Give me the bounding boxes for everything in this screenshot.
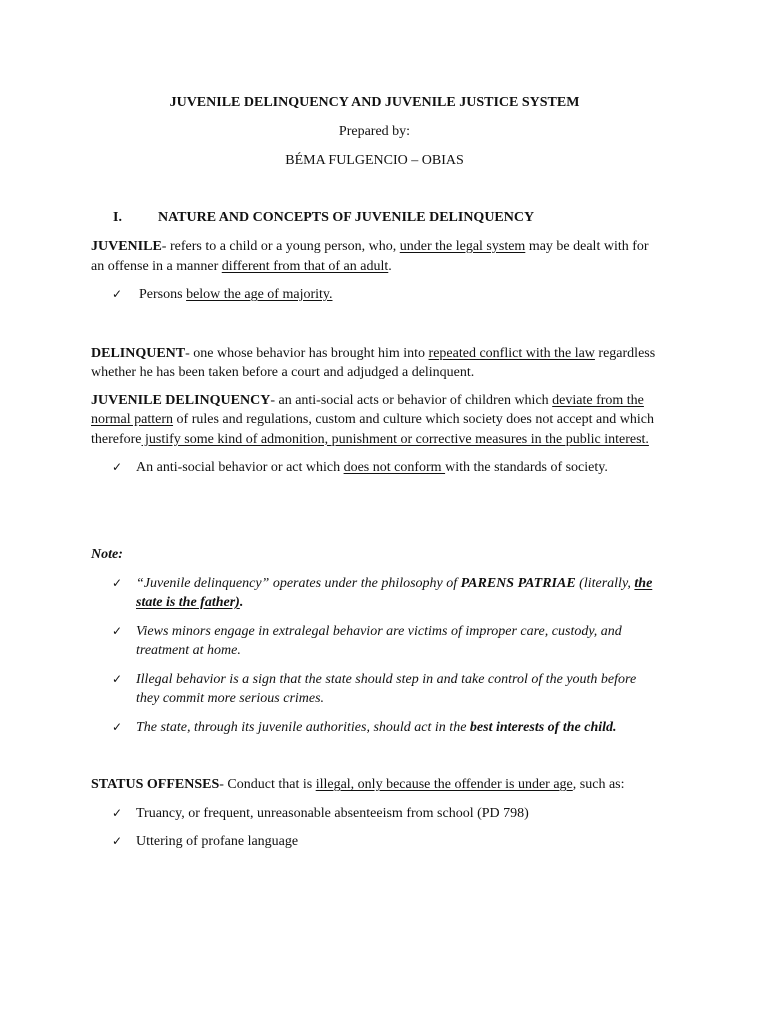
juvenile-term: JUVENILE [91,239,162,254]
juvenile-bullet-underline: below the age of majority. [186,287,333,302]
so-text-2: , such as: [572,777,625,792]
juvenile-text-3: . [388,258,392,274]
note-1-text-2: (literally, [575,575,635,591]
jd-text-2: of rules and regulations, custom and culture which society does not accept and which therefore [91,412,654,447]
juvenile-text-1: - refers to a child or a young person, who, [161,239,400,254]
list-item [91,458,658,478]
checkmark-icon: ✓ [112,671,123,686]
section-number: I. [113,210,122,225]
section-heading [91,208,658,228]
juvenile-text-2: may be dealt with for an offense in a manner [91,239,649,274]
status-offense-item: Truancy, or frequent, unreasonable absenteeism from school (PD 798) [136,805,529,821]
list-item [91,622,658,661]
status-offenses-term: STATUS OFFENSES [91,777,220,792]
checkmark-icon: ✓ [112,460,123,474]
delinquent-underline-1: repeated conflict with the law [428,345,595,361]
note-label: Note: [91,546,123,562]
status-offense-item: Uttering of profane language [136,834,299,849]
document-page [91,93,658,852]
jd-underline-2: justify some kind of admonition, punishment or corrective measures in the public interest. [141,431,649,447]
note-bullets [91,574,658,738]
status-offenses-list [91,804,658,852]
checkmark-icon: ✓ [112,623,123,638]
list-item [91,285,658,305]
list-item [91,804,658,824]
jd-bullet-underline: does not conform [343,460,446,475]
delinquent-text-2: regardless whether he has been taken before a court and adjudged a delinquent. [91,345,656,380]
juvenile-bullets [91,285,658,305]
juvenile-definition [91,237,658,276]
note-4-text-1: The state, through its juvenile authorities, should act in the [136,719,470,735]
checkmark-icon: ✓ [112,575,123,590]
note-1-text-1: “Juvenile delinquency” operates under the philosophy of [136,575,461,591]
status-offenses-definition [91,775,658,795]
checkmark-icon: ✓ [112,805,123,820]
checkmark-icon: ✓ [112,834,123,848]
section-title: NATURE AND CONCEPTS OF JUVENILE DELINQUENCY [158,210,535,225]
list-item [91,574,658,613]
juvenile-delinquency-term: JUVENILE DELINQUENCY [91,392,271,408]
so-text-1: - Conduct that is [219,777,316,792]
delinquent-definition [91,344,658,383]
checkmark-icon: ✓ [112,287,123,301]
note-1-bold: PARENS PATRIAE [460,575,576,591]
note-1-bold-underline: the state is the father) [136,575,653,610]
juvenile-underline-1: under the legal system [399,239,526,254]
note-4-bold: best interests of the child. [469,719,617,735]
note-1-text-3: . [239,595,244,610]
jd-underline-1: deviate from the normal pattern [91,392,644,427]
author-name: BÉMA FULGENCIO – OBIAS [285,153,464,168]
list-item [91,718,658,738]
note-3-text: Illegal behavior is a sign that the state should step in and take control of the youth before they commit more serious crimes. [136,671,637,706]
note-2-text: Views minors engage in extralegal behavior are victims of improper care, custody, and treatment at home. [136,623,622,658]
prepared-by-label: Prepared by: [338,124,411,139]
list-item [91,832,658,852]
juvenile-bullet-text: Persons [139,287,187,302]
so-underline-1: illegal, only because the offender is under age [315,777,573,792]
list-item [91,670,658,709]
jd-text-1: - an anti-social acts or behavior of children which [270,392,553,408]
checkmark-icon: ✓ [112,719,123,734]
jd-bullets [91,458,658,478]
juvenile-delinquency-definition [91,391,658,450]
jd-bullet-text-1: An anti-social behavior or act which [136,460,344,475]
jd-bullet-text-2: with the standards of society. [445,460,608,475]
juvenile-underline-2: different from that of an adult [221,258,389,274]
delinquent-text-1: - one whose behavior has brought him into [185,345,429,361]
document-title: JUVENILE DELINQUENCY AND JUVENILE JUSTICE SYSTEM [169,95,580,110]
delinquent-term: DELINQUENT [91,345,186,361]
